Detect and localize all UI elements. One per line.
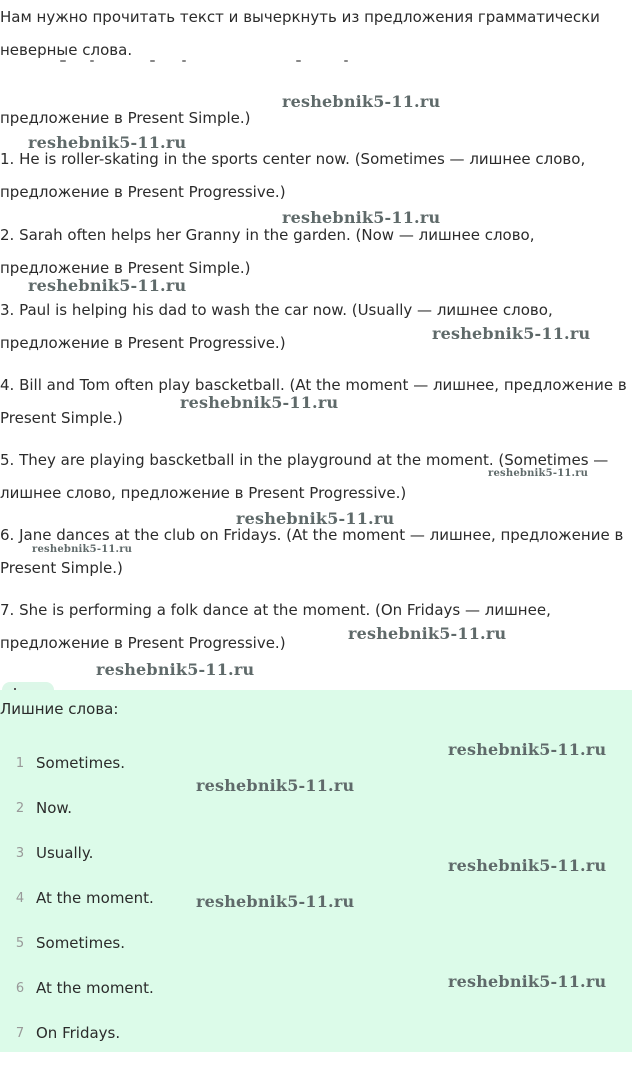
watermark: reshebnik5-11.ru xyxy=(28,276,187,295)
item-5-line-2: лишнее слово, предложение в Present Progressive.) xyxy=(0,484,407,502)
watermark: reshebnik5-11.ru xyxy=(196,776,355,795)
clipped-text-fragment xyxy=(0,60,360,68)
item-6-line-1: 6. Jane dances at the club on Fridays. (At the moment — лишнее, предложение в xyxy=(0,526,624,544)
watermark: reshebnik5-11.ru xyxy=(236,509,395,528)
answer-item-text: At the moment. xyxy=(36,889,154,907)
watermark: reshebnik5-11.ru xyxy=(196,892,355,911)
item-4-line-2: Present Simple.) xyxy=(0,409,123,427)
item-0-line-1: предложение в Present Simple.) xyxy=(0,109,251,127)
item-7-line-1: 7. She is performing a folk dance at the moment. (On Fridays — лишнее, xyxy=(0,601,551,619)
answer-item-text: At the moment. xyxy=(36,979,154,997)
watermark: reshebnik5-11.ru xyxy=(448,972,607,991)
item-6-line-2: Present Simple.) xyxy=(0,559,123,577)
answer-item-number: 7 xyxy=(15,1026,25,1041)
answer-item-text: Sometimes. xyxy=(36,934,126,952)
item-1-line-2: предложение в Present Progressive.) xyxy=(0,183,286,201)
answer-item-number: 3 xyxy=(15,846,25,861)
item-3-line-2: предложение в Present Progressive.) xyxy=(0,334,286,352)
answer-item-number: 2 xyxy=(15,801,25,816)
watermark: reshebnik5-11.ru xyxy=(96,660,255,679)
answer-item-text: Sometimes. xyxy=(36,754,126,772)
answer-item-number: 6 xyxy=(15,981,25,996)
intro-line-1: Нам нужно прочитать текст и вычеркнуть из предложения грамматически xyxy=(0,8,600,26)
watermark: reshebnik5-11.ru xyxy=(28,133,187,152)
item-7-line-2: предложение в Present Progressive.) xyxy=(0,634,286,652)
watermark: reshebnik5-11.ru xyxy=(348,624,507,643)
watermark: reshebnik5-11.ru xyxy=(488,468,589,479)
watermark: reshebnik5-11.ru xyxy=(448,856,607,875)
watermark: reshebnik5-11.ru xyxy=(432,324,591,343)
answer-item-number: 4 xyxy=(15,891,25,906)
intro-line-2: неверные слова. xyxy=(0,41,133,59)
answer-title: Лишние слова: xyxy=(0,700,119,718)
watermark: reshebnik5-11.ru xyxy=(180,393,339,412)
item-1-line-1: 1. He is roller-skating in the sports center now. (Sometimes — лишнее слово, xyxy=(0,150,586,168)
item-2-line-1: 2. Sarah often helps her Granny in the garden. (Now — лишнее слово, xyxy=(0,226,535,244)
item-3-line-1: 3. Paul is helping his dad to wash the car now. (Usually — лишнее слово, xyxy=(0,301,553,319)
watermark: reshebnik5-11.ru xyxy=(32,544,133,555)
answer-item-text: Now. xyxy=(36,799,73,817)
answer-item-text: On Fridays. xyxy=(36,1024,121,1042)
watermark: reshebnik5-11.ru xyxy=(282,208,441,227)
answer-item-number: 1 xyxy=(15,756,25,771)
watermark: reshebnik5-11.ru xyxy=(448,740,607,759)
item-4-line-1: 4. Bill and Tom often play bascketball. (At the moment — лишнее, предложение в xyxy=(0,376,627,394)
answer-item-text: Usually. xyxy=(36,844,94,862)
watermark: reshebnik5-11.ru xyxy=(282,92,441,111)
item-5-line-1: 5. They are playing bascketball in the playground at the moment. (Sometimes — xyxy=(0,451,609,469)
item-2-line-2: предложение в Present Simple.) xyxy=(0,259,251,277)
answer-item-number: 5 xyxy=(15,936,25,951)
